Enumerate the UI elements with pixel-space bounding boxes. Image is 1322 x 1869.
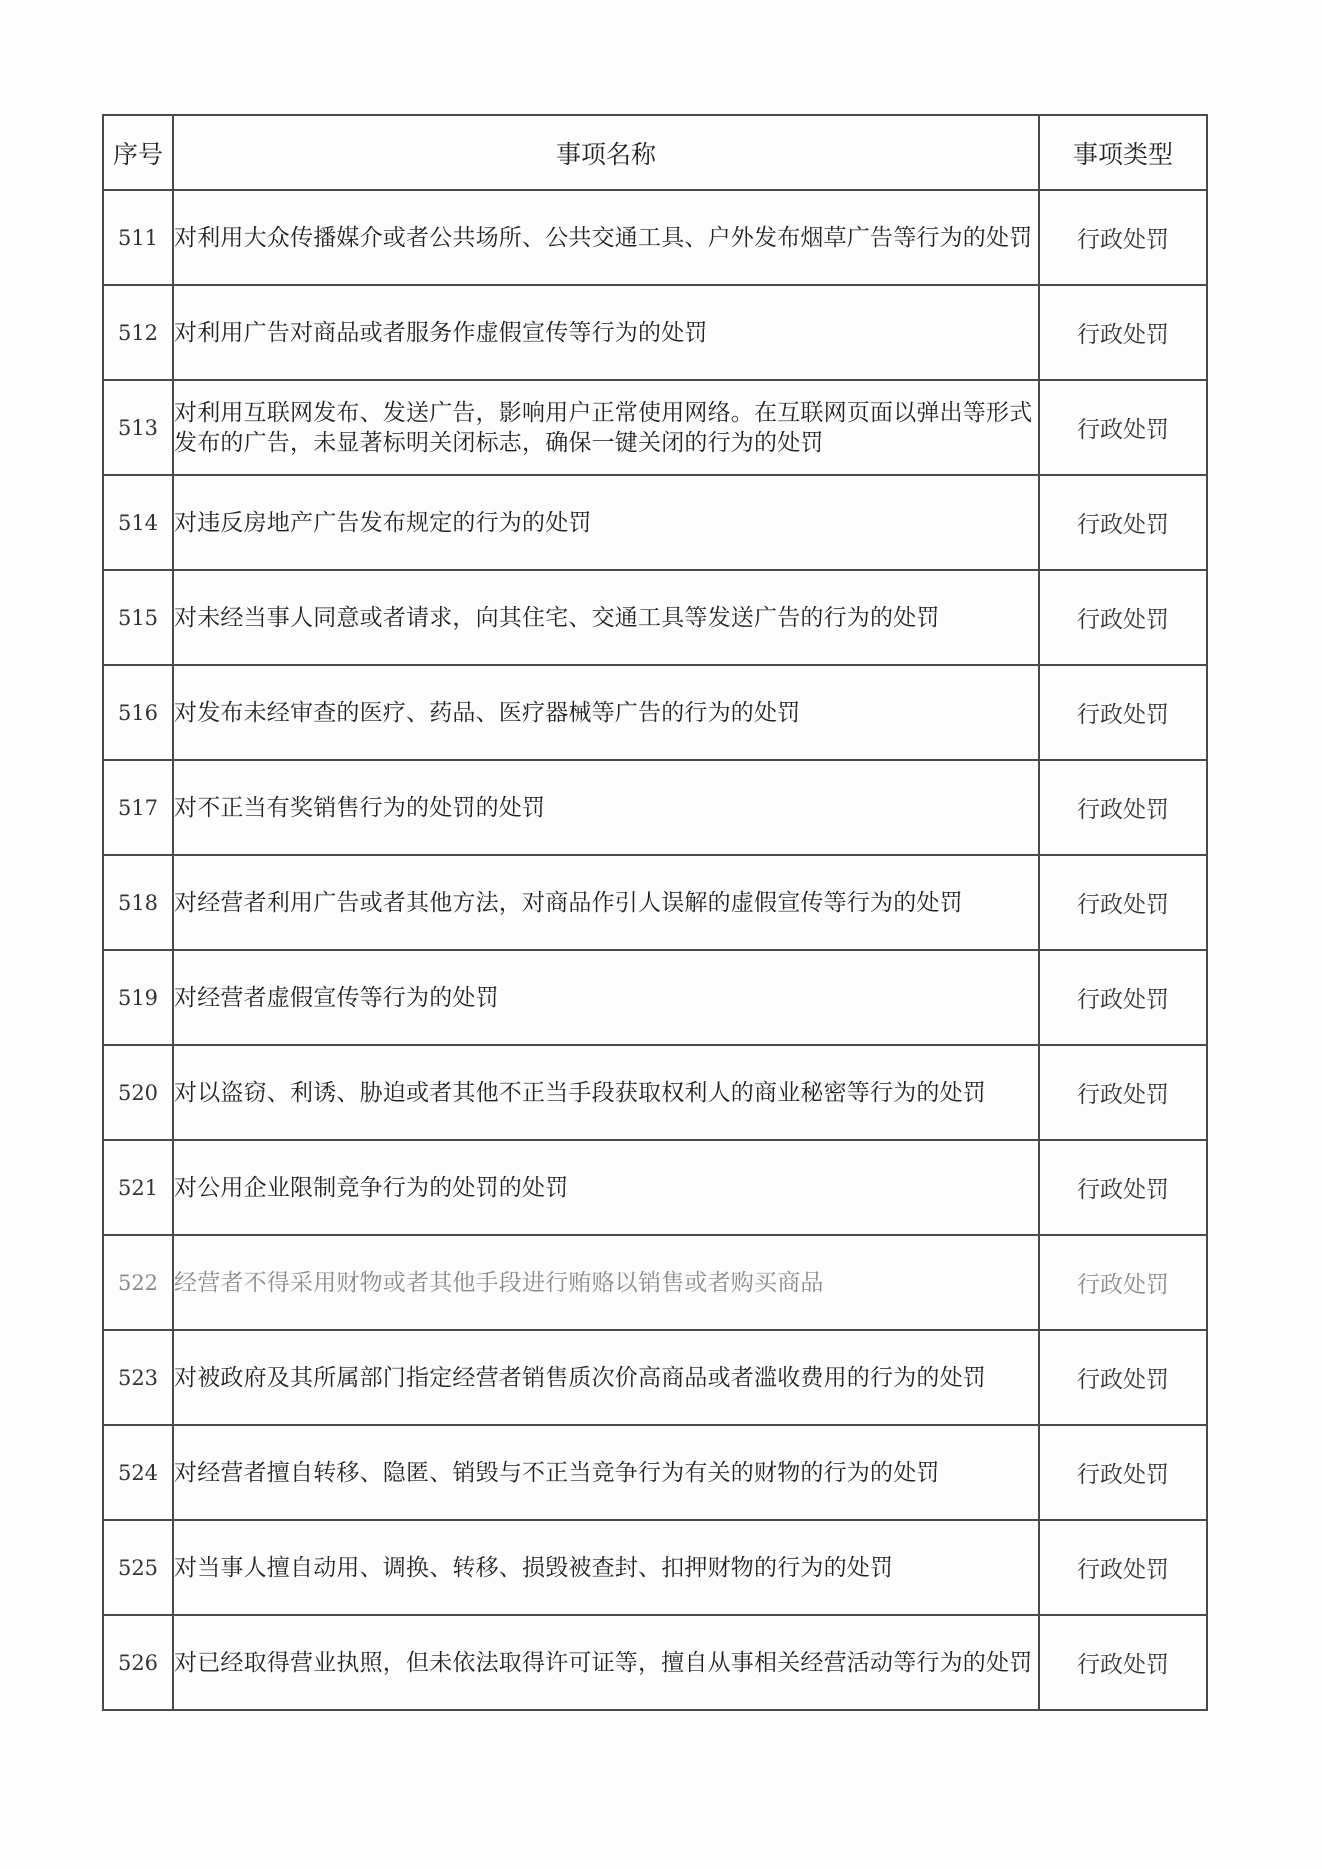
row-item-type: 行政处罚 — [1039, 665, 1207, 760]
table-row — [103, 1140, 1207, 1235]
table-row — [103, 855, 1207, 950]
row-item-name: 对不正当有奖销售行为的处罚的处罚 — [173, 760, 1039, 855]
header-item-type: 事项类型 — [1039, 115, 1207, 190]
header-serial-number: 序号 — [103, 115, 173, 190]
table-header — [103, 115, 1207, 190]
table-row — [103, 285, 1207, 380]
table-row — [103, 760, 1207, 855]
row-serial-number: 512 — [103, 285, 173, 380]
row-serial-number: 519 — [103, 950, 173, 1045]
row-serial-number: 522 — [103, 1235, 173, 1330]
row-item-name: 对未经当事人同意或者请求，向其住宅、交通工具等发送广告的行为的处罚 — [173, 570, 1039, 665]
header-row — [103, 115, 1207, 190]
row-item-name: 对发布未经审查的医疗、药品、医疗器械等广告的行为的处罚 — [173, 665, 1039, 760]
row-item-type: 行政处罚 — [1039, 475, 1207, 570]
table-row — [103, 1520, 1207, 1615]
row-item-name: 对被政府及其所属部门指定经营者销售质次价高商品或者滥收费用的行为的处罚 — [173, 1330, 1039, 1425]
table-row — [103, 190, 1207, 285]
table-row — [103, 950, 1207, 1045]
row-item-type: 行政处罚 — [1039, 1235, 1207, 1330]
items-table — [102, 114, 1208, 1711]
row-serial-number: 511 — [103, 190, 173, 285]
row-item-name: 对公用企业限制竞争行为的处罚的处罚 — [173, 1140, 1039, 1235]
row-item-type: 行政处罚 — [1039, 1330, 1207, 1425]
table-row — [103, 570, 1207, 665]
table-row — [103, 1425, 1207, 1520]
row-item-name: 对当事人擅自动用、调换、转移、损毁被查封、扣押财物的行为的处罚 — [173, 1520, 1039, 1615]
row-serial-number: 516 — [103, 665, 173, 760]
row-item-type: 行政处罚 — [1039, 855, 1207, 950]
row-item-name: 对利用互联网发布、发送广告，影响用户正常使用网络。在互联网页面以弹出等形式发布的广告，未显著标明关闭标志，确保一键关闭的行为的处罚 — [173, 380, 1039, 475]
row-item-type: 行政处罚 — [1039, 190, 1207, 285]
table-row — [103, 1615, 1207, 1710]
row-item-type: 行政处罚 — [1039, 1615, 1207, 1710]
row-serial-number: 515 — [103, 570, 173, 665]
row-item-type: 行政处罚 — [1039, 950, 1207, 1045]
table-body — [103, 190, 1207, 1710]
row-item-type: 行政处罚 — [1039, 1520, 1207, 1615]
table-row — [103, 665, 1207, 760]
table-row — [103, 1235, 1207, 1330]
row-item-name: 经营者不得采用财物或者其他手段进行贿赂以销售或者购买商品 — [173, 1235, 1039, 1330]
row-serial-number: 521 — [103, 1140, 173, 1235]
row-item-type: 行政处罚 — [1039, 380, 1207, 475]
row-item-type: 行政处罚 — [1039, 285, 1207, 380]
row-item-name: 对利用大众传播媒介或者公共场所、公共交通工具、户外发布烟草广告等行为的处罚 — [173, 190, 1039, 285]
table-row — [103, 475, 1207, 570]
row-item-type: 行政处罚 — [1039, 1045, 1207, 1140]
table-row — [103, 1330, 1207, 1425]
row-serial-number: 523 — [103, 1330, 173, 1425]
row-item-name: 对违反房地产广告发布规定的行为的处罚 — [173, 475, 1039, 570]
row-item-name: 对经营者虚假宣传等行为的处罚 — [173, 950, 1039, 1045]
row-item-type: 行政处罚 — [1039, 760, 1207, 855]
row-serial-number: 517 — [103, 760, 173, 855]
row-item-name: 对已经取得营业执照，但未依法取得许可证等，擅自从事相关经营活动等行为的处罚 — [173, 1615, 1039, 1710]
row-item-type: 行政处罚 — [1039, 1425, 1207, 1520]
row-item-type: 行政处罚 — [1039, 1140, 1207, 1235]
row-item-name: 对经营者擅自转移、隐匿、销毁与不正当竞争行为有关的财物的行为的处罚 — [173, 1425, 1039, 1520]
row-serial-number: 525 — [103, 1520, 173, 1615]
row-serial-number: 518 — [103, 855, 173, 950]
row-item-type: 行政处罚 — [1039, 570, 1207, 665]
row-serial-number: 513 — [103, 380, 173, 475]
row-item-name: 对以盗窃、利诱、胁迫或者其他不正当手段获取权利人的商业秘密等行为的处罚 — [173, 1045, 1039, 1140]
row-item-name: 对经营者利用广告或者其他方法，对商品作引人误解的虚假宣传等行为的处罚 — [173, 855, 1039, 950]
row-serial-number: 526 — [103, 1615, 173, 1710]
row-item-name: 对利用广告对商品或者服务作虚假宣传等行为的处罚 — [173, 285, 1039, 380]
table-row — [103, 1045, 1207, 1140]
row-serial-number: 524 — [103, 1425, 173, 1520]
row-serial-number: 520 — [103, 1045, 173, 1140]
row-serial-number: 514 — [103, 475, 173, 570]
header-item-name: 事项名称 — [173, 115, 1039, 190]
table-row — [103, 380, 1207, 475]
